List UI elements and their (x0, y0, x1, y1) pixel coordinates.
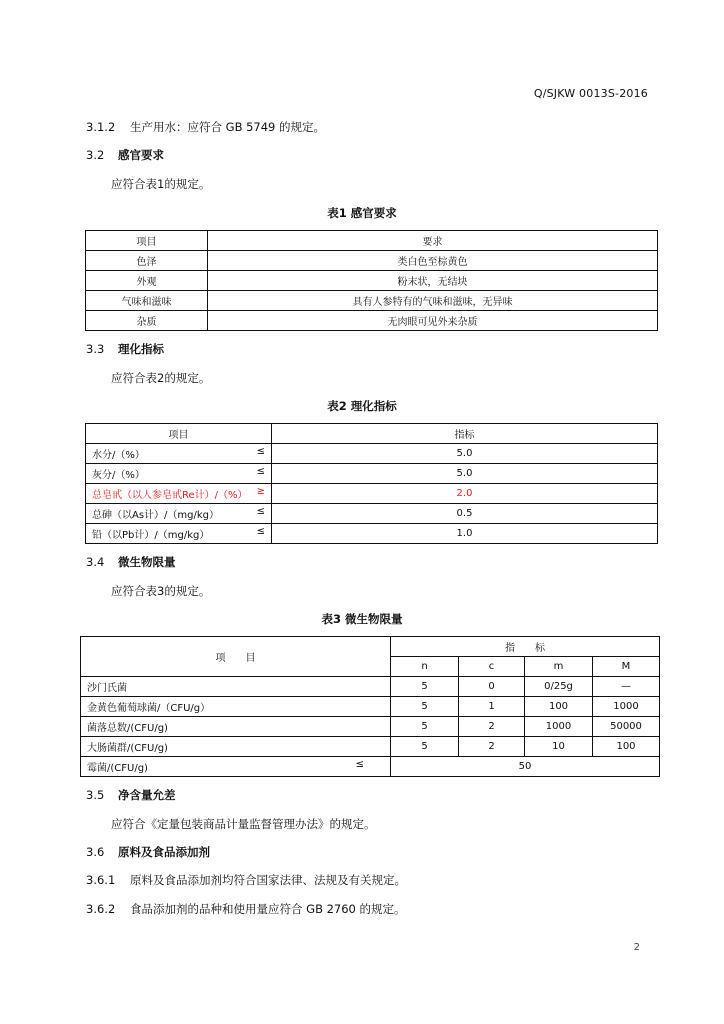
table-cell: 沙门氏菌 (81, 677, 391, 697)
table-cell: 0 (459, 677, 525, 697)
operator-symbol: ≤ (355, 759, 364, 770)
operator-symbol: ≥ (256, 486, 265, 497)
table-row (81, 757, 660, 777)
table-header-row (86, 424, 658, 444)
table-cell: 总砷（以As计）/（mg/kg） ≤ (86, 504, 272, 524)
clause-3-1-2: 3.1.2 生产用水：应符合 GB 5749 的规定。 (86, 120, 326, 134)
table-row (86, 524, 658, 544)
clause-3-6-1: 3.6.1 原料及食品添加剂均符合国家法律、法规及有关规定。 (86, 873, 406, 887)
table-cell: 5.0 (272, 444, 658, 464)
table-cell: 5 (391, 677, 459, 697)
table-cell: 水分/（%） ≤ (86, 444, 272, 464)
table-cell: 2 (459, 737, 525, 757)
table-header-row (86, 231, 658, 251)
table-row (81, 677, 660, 697)
table-cell: 5 (391, 737, 459, 757)
table-row (81, 737, 660, 757)
heading-3-4: 3.4 微生物限量 (86, 555, 176, 569)
table-cell: 气味和滋味 (86, 291, 208, 311)
table-row (81, 697, 660, 717)
table-cell: 大肠菌群/(CFU/g) (81, 737, 391, 757)
heading-3-3: 3.3 理化指标 (86, 342, 164, 356)
table-cell: 1.0 (272, 524, 658, 544)
table-cell: 5.0 (272, 464, 658, 484)
clause-3-6-2: 3.6.2 食品添加剂的品种和使用量应符合 GB 2760 的规定。 (86, 902, 406, 916)
heading-3-6: 3.6 原料及食品添加剂 (86, 845, 210, 859)
table-cell: 1 (459, 697, 525, 717)
table-cell: 50000 (593, 717, 660, 737)
table-cell: 2.0 (272, 484, 658, 504)
table-cell: 10 (525, 737, 593, 757)
operator-symbol: ≤ (256, 506, 265, 517)
table-cell: 粉末状，无结块 (208, 271, 658, 291)
table-row (86, 291, 658, 311)
table-cell: 2 (459, 717, 525, 737)
table-row (86, 444, 658, 464)
table1 (85, 230, 658, 331)
table-cell: 霉菌/(CFU/g) ≤ (81, 757, 391, 777)
table-header-cell: M (593, 657, 660, 677)
table-cell: — (593, 677, 660, 697)
table-cell: 无肉眼可见外来杂质 (208, 311, 658, 331)
table-cell: 杂质 (86, 311, 208, 331)
table-row-highlighted (86, 484, 658, 504)
table-cell: 色泽 (86, 251, 208, 271)
document-code: Q/SJKW 0013S-2016 (533, 87, 648, 100)
table-header-cell: 项目 (86, 424, 272, 444)
table-cell: 100 (593, 737, 660, 757)
table-header-cell: m (525, 657, 593, 677)
clause-3-4-body: 应符合表3的规定。 (111, 584, 211, 598)
table3 (80, 636, 660, 777)
table-row (81, 717, 660, 737)
table-header-cell: 项 目 (81, 637, 391, 677)
table-cell: 1000 (525, 717, 593, 737)
heading-3-5: 3.5 净含量允差 (86, 788, 176, 802)
table-cell: 外观 (86, 271, 208, 291)
table-cell: 100 (525, 697, 593, 717)
table-header-cell: c (459, 657, 525, 677)
table1-caption: 表1 感官要求 (327, 206, 397, 220)
table-header-cell: 指 标 (391, 637, 660, 657)
clause-3-2-body: 应符合表1的规定。 (111, 177, 211, 191)
table-cell: 铅（以Pb计）/（mg/kg） ≤ (86, 524, 272, 544)
table-cell: 类白色至棕黄色 (208, 251, 658, 271)
table-header-cell: 要求 (208, 231, 658, 251)
table-cell: 菌落总数/(CFU/g) (81, 717, 391, 737)
table-header-cell: n (391, 657, 459, 677)
table-row (86, 504, 658, 524)
operator-symbol: ≤ (256, 446, 265, 457)
table-cell: 具有人参特有的气味和滋味，无异味 (208, 291, 658, 311)
table-row (86, 464, 658, 484)
table-cell: 5 (391, 697, 459, 717)
heading-3-2: 3.2 感官要求 (86, 148, 164, 162)
table-cell: 金黄色葡萄球菌/（CFU/g） (81, 697, 391, 717)
table2 (85, 423, 658, 544)
table-header-cell: 项目 (86, 231, 208, 251)
table3-caption: 表3 微生物限量 (321, 612, 403, 626)
table-header-cell: 指标 (272, 424, 658, 444)
operator-symbol: ≤ (256, 526, 265, 537)
table-row (86, 271, 658, 291)
clause-3-5-body: 应符合《定量包装商品计量监督管理办法》的规定。 (111, 817, 376, 831)
table-cell: 50 (391, 757, 660, 777)
clause-3-3-body: 应符合表2的规定。 (111, 371, 211, 385)
table-header-row (81, 637, 660, 657)
page-number: 2 (633, 942, 640, 953)
table-cell: 5 (391, 717, 459, 737)
table-cell: 1000 (593, 697, 660, 717)
table-cell: 0/25g (525, 677, 593, 697)
table-row (86, 251, 658, 271)
table2-caption: 表2 理化指标 (327, 399, 397, 413)
table-cell: 0.5 (272, 504, 658, 524)
table-cell: 灰分/（%） ≤ (86, 464, 272, 484)
table-row (86, 311, 658, 331)
operator-symbol: ≤ (256, 466, 265, 477)
table-cell: 总皂甙（以人参皂甙Re计）/（%） ≥ (86, 484, 272, 504)
